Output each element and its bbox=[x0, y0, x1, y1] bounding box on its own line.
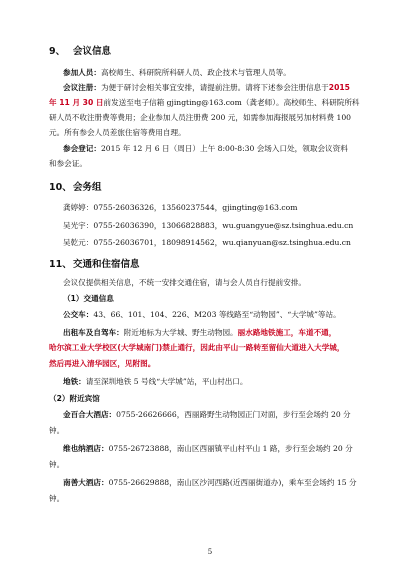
registration-line-4: 元。所有参会人员差旅住宿等费用自理。 bbox=[49, 128, 186, 137]
contact-email-link[interactable]: gjingting@163.com bbox=[222, 203, 298, 212]
section-10-title: 会务组 bbox=[73, 182, 102, 193]
taxi-text-1: 附近地标为大学城、野生动物园。 bbox=[123, 328, 238, 337]
contact-phone: 0755-26036326，13560237544， bbox=[93, 203, 223, 212]
metro-label: 地铁： bbox=[63, 377, 86, 386]
hotel-entry-line-1 bbox=[63, 443, 353, 455]
hotel-name: 维也纳酒店： bbox=[63, 444, 109, 453]
attendees-label: 参加人员： bbox=[63, 68, 101, 77]
metro-line bbox=[63, 376, 247, 388]
hotel-info: 0755-26626666，西丽路野生动物园正门对面，步行至会场约 20 分 bbox=[116, 410, 351, 419]
taxi-label: 出租车及自驾车： bbox=[63, 328, 124, 337]
registration-text-2: 前发送至电子信箱 gjingting@163.com（龚老师）。高校师生、科研院所科 bbox=[103, 98, 360, 107]
hotel-info: 0755-26629888，南山区沙河西路(近西丽街道办)，乘车至会场约 15 分 bbox=[108, 478, 357, 487]
registration-deadline-year: 2015 bbox=[328, 83, 350, 92]
registration-text-1: 为便于研讨会相关事宜安排，请提前注册。请将下述参会注册信息于 bbox=[100, 83, 329, 92]
hotel-entry-line-1 bbox=[63, 477, 357, 489]
taxi-warning-1: 丽水路地铁施工，车道不通， bbox=[237, 328, 337, 337]
taxi-warning-2: 哈尔滨工业大学校区(大学城南门)禁止通行，因此由平山一路转至留仙大道进入大学城， bbox=[49, 343, 345, 352]
registration-line-3: 研人员不收注册费等费用；企业参加人员注册费 200 元，如需参加海报展另加材料费 100 bbox=[49, 113, 352, 122]
checkin-line-2: 和参会证。 bbox=[49, 159, 87, 168]
section-11-number: 11、 bbox=[49, 259, 72, 270]
checkin-text-1: 2015 年 12 月 6 日（周日）上午 8:00-8:30 会场入口处，领取会议资料 bbox=[100, 144, 348, 153]
contact-name: 龚婷婷： bbox=[63, 203, 94, 212]
contact-phone: 0755-26036701，18098914562， bbox=[93, 238, 223, 247]
contact-row bbox=[63, 237, 351, 249]
contact-name: 吴光宇： bbox=[63, 221, 94, 230]
contact-row bbox=[63, 220, 353, 232]
section-11-heading bbox=[49, 258, 140, 271]
contact-row bbox=[63, 202, 297, 214]
traffic-intro: 会议仅提供相关信息，不统一安排交通住宿，请与会人员自行提前安排。 bbox=[63, 278, 306, 287]
hotel-entry-line-1 bbox=[63, 409, 351, 421]
hotel-entry-line-2: 钟。 bbox=[49, 460, 65, 469]
attendees-line bbox=[63, 67, 291, 79]
hotel-entry-line-2: 钟。 bbox=[49, 426, 65, 435]
hotel-name: 南善大酒店： bbox=[63, 478, 109, 487]
contact-email-link[interactable]: wu.qianyuan@sz.tsinghua.edu.cn bbox=[222, 238, 351, 247]
checkin-line-1 bbox=[63, 143, 348, 155]
section-9-number: 9、 bbox=[49, 46, 66, 57]
hotel-entry-line-2: 钟。 bbox=[49, 494, 65, 503]
section-9-title: 会议信息 bbox=[73, 46, 112, 57]
bus-text: 43、66、101、104、226、M203 等线路至“动物园”、“大学城”等站。 bbox=[93, 310, 341, 319]
hotel-name: 金百合大酒店： bbox=[63, 410, 117, 419]
checkin-label: 参会登记： bbox=[63, 144, 101, 153]
registration-line-2 bbox=[49, 97, 360, 109]
traffic-subheading: （1）交通信息 bbox=[63, 294, 114, 303]
attendees-text: 高校师生、科研院所科研人员、政企技术与管理人员等。 bbox=[100, 68, 291, 77]
hotel-subheading: （2）附近宾馆 bbox=[49, 394, 100, 403]
section-9-heading bbox=[49, 45, 111, 58]
contact-name: 吴乾元： bbox=[63, 238, 94, 247]
contact-email-link[interactable]: wu.guangyue@sz.tsinghua.edu.cn bbox=[222, 221, 354, 230]
registration-line-1 bbox=[63, 82, 350, 94]
metro-text: 请至深圳地铁 5 号线“大学城”站，平山村出口。 bbox=[85, 377, 248, 386]
registration-deadline-date: 年 11 月 30 日 bbox=[49, 98, 104, 107]
hotel-info: 0755-26723888，南山区西丽镇平山村平山 1 路，步行至会场约 20 分 bbox=[108, 444, 353, 453]
bus-line bbox=[63, 309, 341, 321]
section-10-heading bbox=[49, 181, 102, 194]
contact-phone: 0755-26036390，13066828883， bbox=[93, 221, 223, 230]
registration-label: 会议注册： bbox=[63, 83, 101, 92]
section-10-number: 10、 bbox=[49, 182, 72, 193]
bus-label: 公交车： bbox=[63, 310, 94, 319]
page-number: 5 bbox=[207, 548, 213, 556]
taxi-warning-3: 然后再进入清华园区，见附图。 bbox=[49, 359, 156, 368]
section-11-title: 交通和住宿信息 bbox=[73, 259, 140, 270]
taxi-line-1 bbox=[63, 327, 336, 339]
